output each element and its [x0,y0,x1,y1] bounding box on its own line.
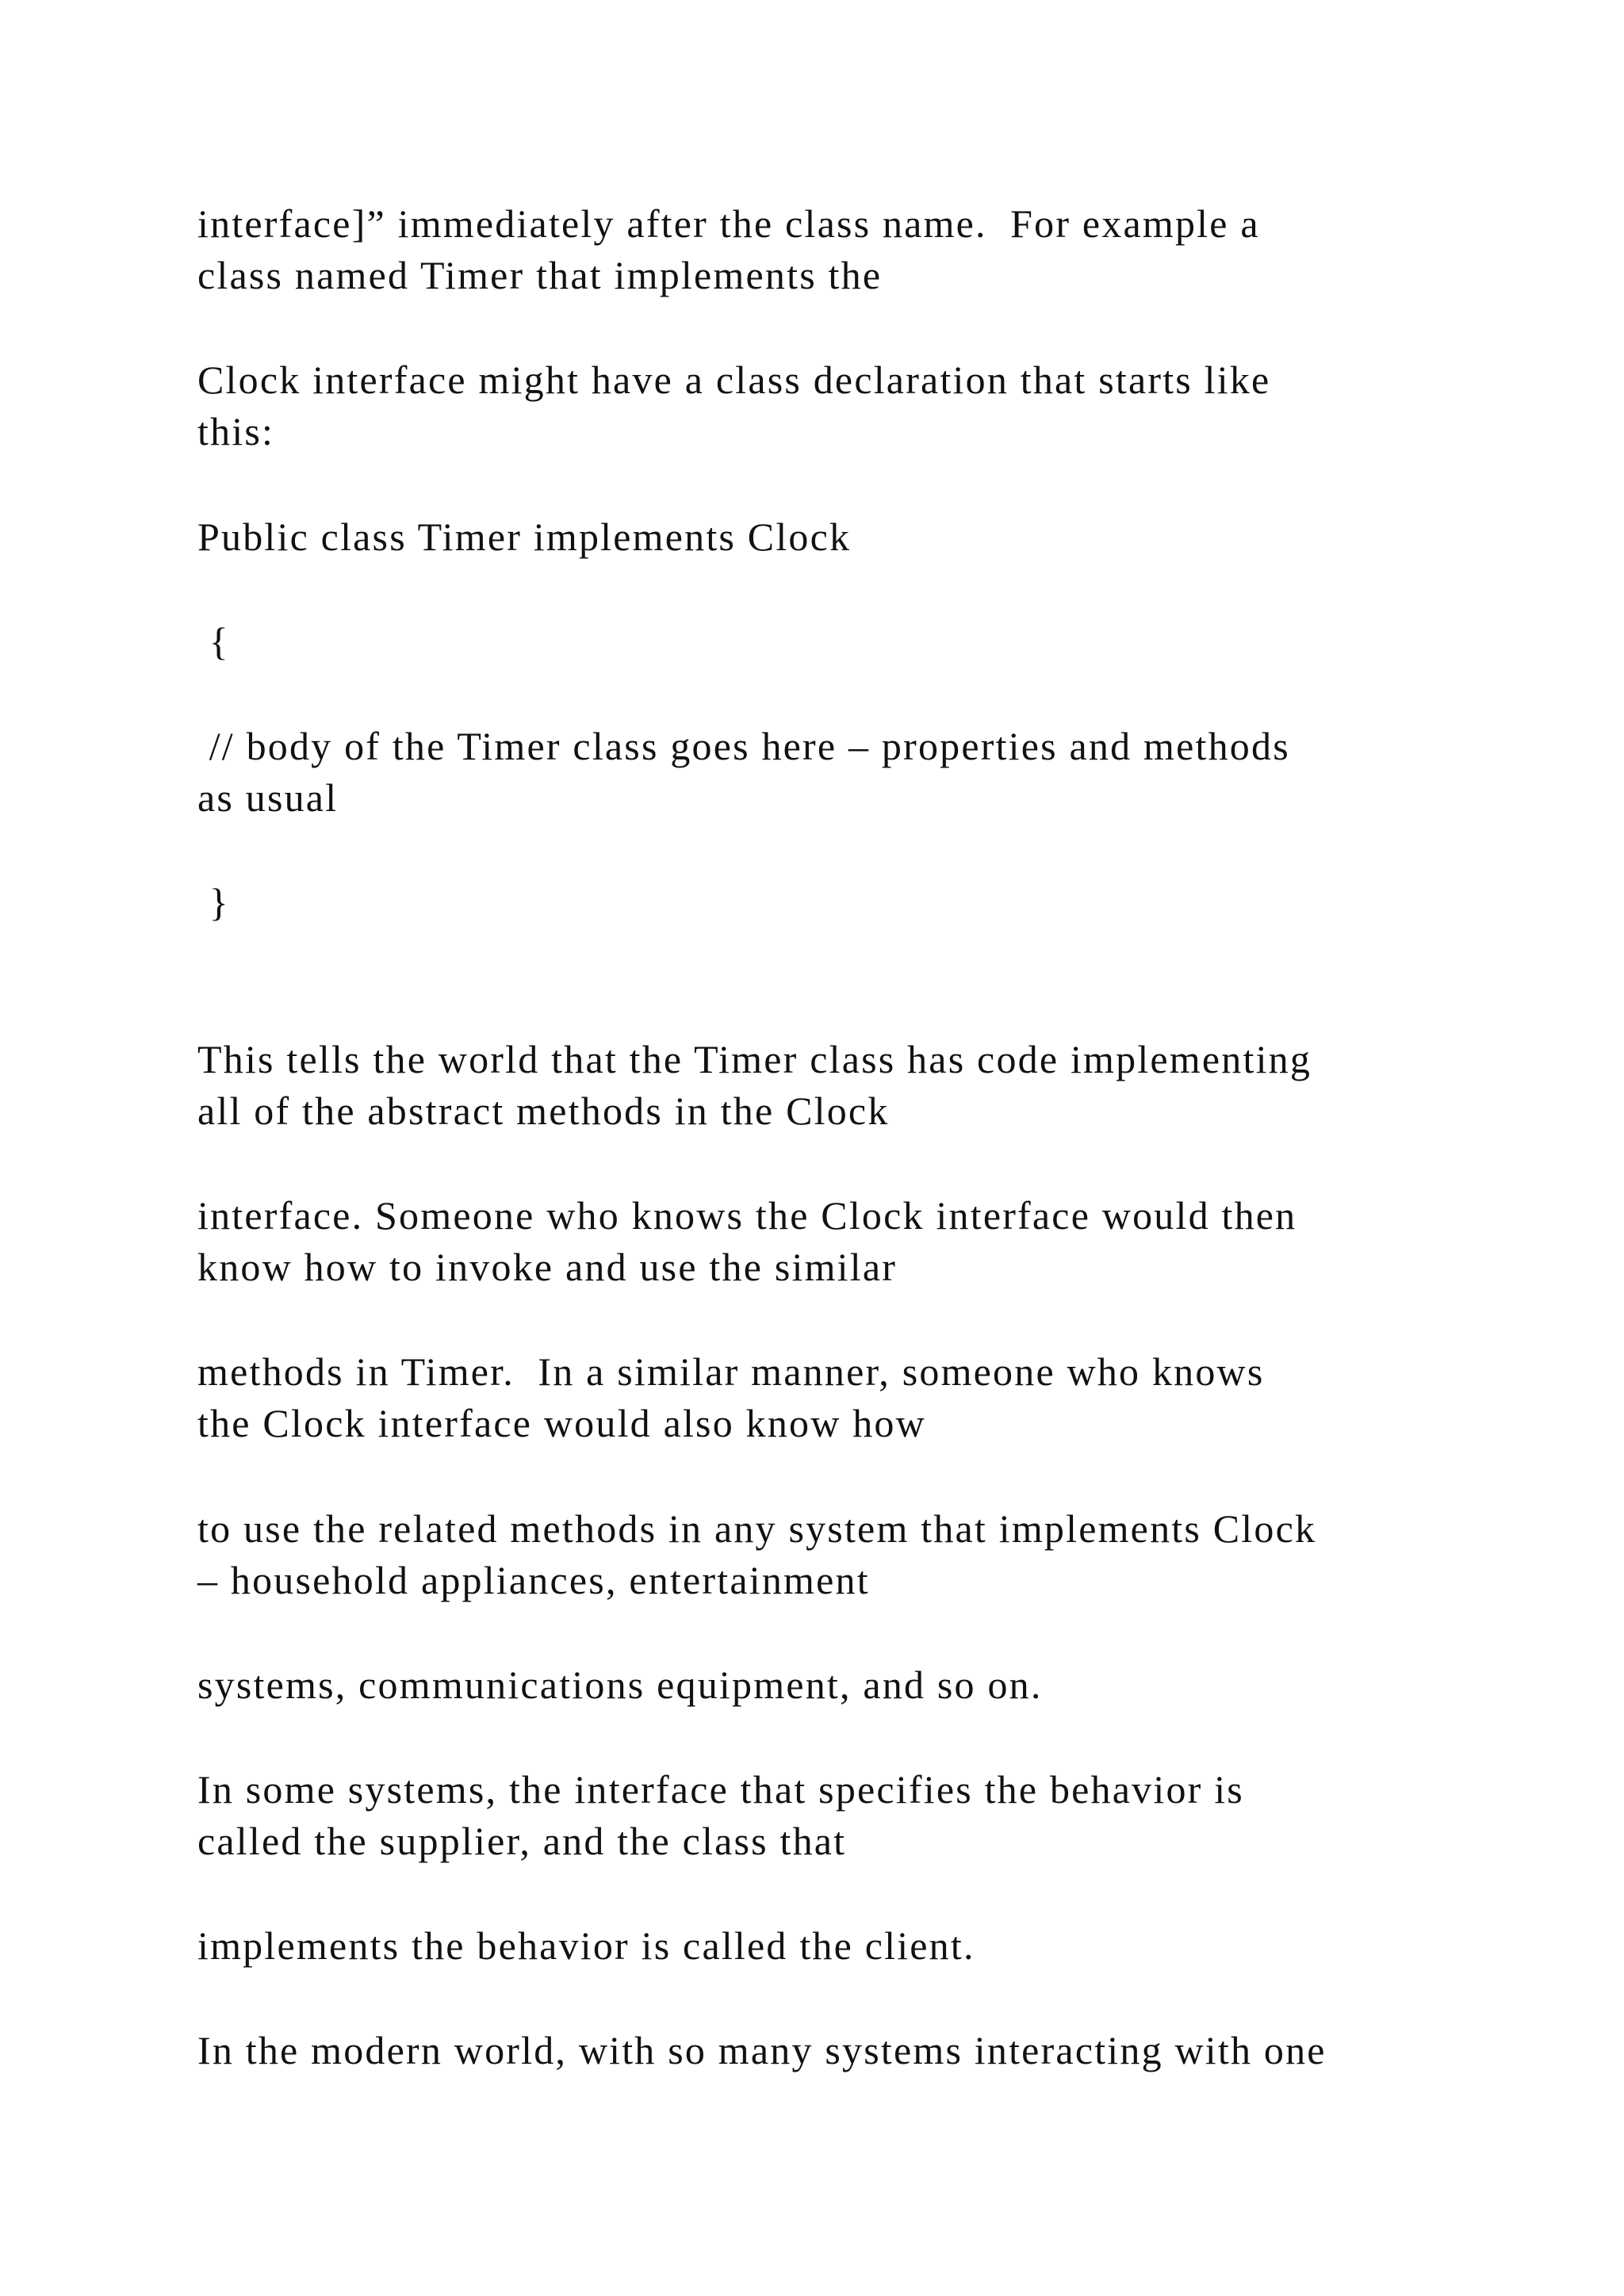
paragraph-10-line-2: – household appliances, entertainment [197,1558,870,1602]
code-open-brace: { [197,619,230,664]
paragraph-12-line-1: In some systems, the interface that specifies the behavior is [197,1767,1244,1812]
code-class-declaration: Public class Timer implements Clock [197,515,852,559]
paragraph-2-line-1: Clock interface might have a class declaration that starts like [197,358,1271,402]
paragraph-9-line-2: the Clock interface would also know how [197,1401,926,1445]
paragraph-1-line-1: interface]” immediately after the class name. For example a [197,201,1260,246]
code-comment-line-2: as usual [197,775,339,820]
paragraph-8-line-2: know how to invoke and use the similar [197,1245,898,1289]
paragraph-12-line-2: called the supplier, and the class that [197,1819,847,1863]
paragraph-13-line-1: implements the behavior is called the client. [197,1923,975,1968]
code-comment-line-1: // body of the Timer class goes here – properties and methods [197,724,1290,768]
paragraph-9-line-1: methods in Timer. In a similar manner, someone who knows [197,1349,1265,1394]
code-close-brace: } [197,880,230,924]
paragraph-8-line-1: interface. Someone who knows the Clock interface would then [197,1193,1297,1238]
paragraph-10-line-1: to use the related methods in any system that implements Clock [197,1506,1317,1551]
paragraph-1-line-2: class named Timer that implements the [197,253,883,297]
paragraph-2-line-2: this: [197,409,275,453]
paragraph-14-line-1: In the modern world, with so many systems interacting with one [197,2028,1327,2072]
paragraph-11-line-1: systems, communications equipment, and so on. [197,1663,1043,1707]
paragraph-7-line-2: all of the abstract methods in the Clock [197,1089,890,1133]
paragraph-7-line-1: This tells the world that the Timer class has code implementing [197,1037,1312,1081]
